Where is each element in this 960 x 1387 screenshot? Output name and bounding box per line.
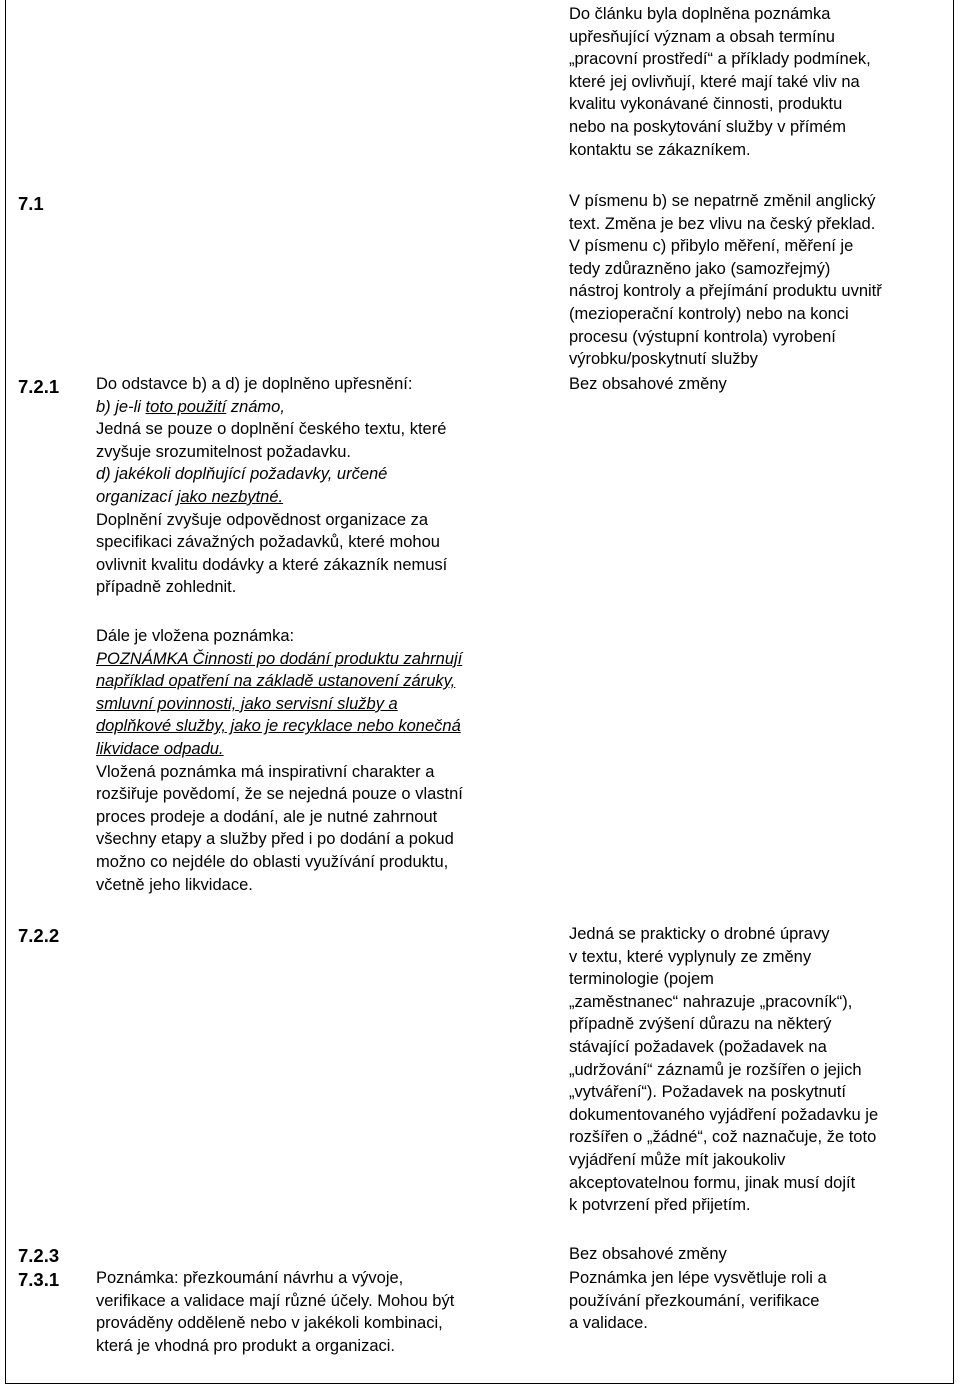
- section-number-7-3-1: 7.3.1: [18, 1269, 60, 1290]
- change-text-7-2-1: Do odstavce b) a d) je doplněno upřesnění: b) je-li toto použití známo, Jedná se pouze o doplnění českého textu, které zvyšuje srozumitelnost požadavku. d) jakékoli doplňující požadavky, určené organizací jako nezbytné. Doplnění zvyšuje odpovědnost organizace za specifikaci závažných požadavků, které mohou ovlivnit kvalitu dodávky a které zákazník nemusí případně zohlednit.: [96, 375, 448, 597]
- comment-7-2-1: Bez obsahové změny: [569, 375, 727, 393]
- comment-7-3-1: Poznámka jen lépe vysvětluje roli a používání přezkoumání, verifikace a validace.: [569, 1269, 827, 1333]
- table-border-bottom: [5, 1383, 954, 1384]
- section-number-7-2-3: 7.2.3: [18, 1245, 60, 1266]
- table-border-left: [5, 0, 6, 1384]
- comment-7-1: V písmenu b) se nepatrně změnil anglický text. Změna je bez vlivu na český překlad. V písmenu c) přibylo měření, měření je tedy zdůrazněno jako (samozřejmý) nástroj kontroly a přejímání produktu uvnitř (mezioperační kontroly) nebo na konci procesu (výstupní kontrola) vyrobení výrobku/poskytnutí služby: [569, 192, 882, 369]
- comment-7-2-3: Bez obsahové změny: [569, 1245, 727, 1263]
- section-number-7-1: 7.1: [18, 193, 44, 214]
- comment-7-2-2: Jedná se prakticky o drobné úpravy v textu, které vyplynuly ze změny terminologie (pojem „zaměstnanec“ nahrazuje „pracovník“), případně zvýšení důrazu na některý stávající požadavek (požadavek na „udržování“ záznamů je rozšířen o jejich „vytváření“). Požadavek na poskytnutí dokumentovaného vyjádření požadavku je rozšířen o „žádné“, což naznačuje, že toto vyjádření může mít jakoukoliv akceptovatelnou formu, jinak musí dojít k potvrzení před přijetím.: [569, 925, 879, 1215]
- change-text-7-3-1: Poznámka: přezkoumání návrhu a vývoje, verifikace a validace mají různé účely. Mohou být prováděny odděleně nebo v jakékoli kombinaci, která je vhodná pro produkt a organizaci.: [96, 1269, 455, 1355]
- note-top-right: Do článku byla doplněna poznámka upřesňující význam a obsah termínu „pracovní prostředí“ a příklady podmínek, které jej ovlivňují, které mají také vliv na kvalitu vykonávané činnosti, produktu nebo na poskytování služby v přímém kontaktu se zákazníkem.: [569, 5, 871, 159]
- section-number-7-2-1: 7.2.1: [18, 376, 60, 397]
- table-border-right: [953, 0, 954, 1384]
- section-number-7-2-2: 7.2.2: [18, 925, 60, 946]
- inserted-note-block: Dále je vložena poznámka: POZNÁMKA Činnosti po dodání produktu zahrnují například opatření na základě ustanovení záruky, smluvní povinnosti, jako servisní služby a doplňkové služby, jako je recyklace nebo konečná likvidace odpadu. Vložená poznámka má inspirativní charakter a rozšiřuje povědomí, že se nejedná pouze o vlastní proces prodeje a dodání, ale je nutné zahrnout všechny etapy a služby před i po dodání a pokud možno co nejdéle do oblasti využívání produktu, včetně jeho likvidace.: [96, 627, 463, 894]
